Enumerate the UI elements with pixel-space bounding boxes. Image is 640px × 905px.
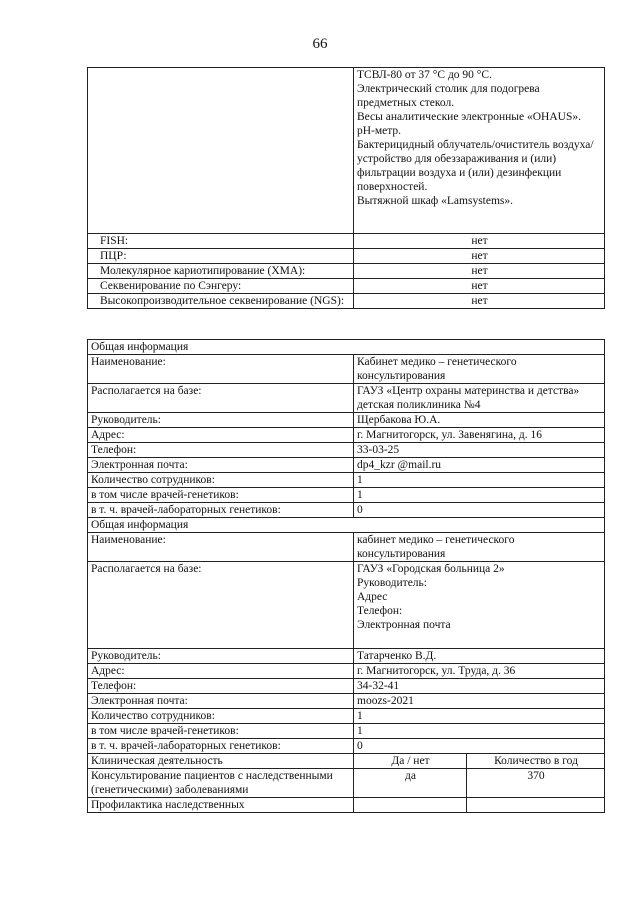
field-value: Щербакова Ю.А. bbox=[354, 413, 605, 428]
field-label: в т. ч. врачей-лабораторных генетиков: bbox=[88, 739, 354, 754]
field-value: 0 bbox=[354, 739, 605, 754]
field-value: 0 bbox=[354, 503, 605, 518]
clinical-header-label: Клиническая деятельность bbox=[88, 754, 354, 769]
method-row bbox=[88, 279, 605, 294]
method-label: FISH: bbox=[88, 234, 354, 249]
field-label: Располагается на базе: bbox=[88, 384, 354, 413]
field-label: Телефон: bbox=[88, 443, 354, 458]
method-value: нет bbox=[354, 279, 605, 294]
clinical-row bbox=[88, 769, 605, 798]
clinical-header-yes-no: Да / нет bbox=[354, 754, 467, 769]
method-label: ПЦР: bbox=[88, 249, 354, 264]
field-value: Кабинет медико – генетического консультирования bbox=[354, 355, 605, 384]
field-label: в т. ч. врачей-лабораторных генетиков: bbox=[88, 503, 354, 518]
clinical-yes-no: да bbox=[354, 769, 467, 798]
field-label: Электронная почта: bbox=[88, 694, 354, 709]
field-label: Наименование: bbox=[88, 355, 354, 384]
method-row bbox=[88, 249, 605, 264]
field-label: Руководитель: bbox=[88, 649, 354, 664]
clinical-count: 370 bbox=[467, 769, 605, 798]
field-value: г. Магнитогорск, ул. Завенягина, д. 16 bbox=[354, 428, 605, 443]
field-value: 1 bbox=[354, 488, 605, 503]
clinical-label: Консультирование пациентов с наследственными (генетическими) заболеваниями bbox=[88, 769, 354, 798]
field-value: Татарченко В.Д. bbox=[354, 649, 605, 664]
method-value: нет bbox=[354, 264, 605, 279]
page-number: 66 bbox=[312, 36, 328, 52]
field-value: dp4_kzr @mail.ru bbox=[354, 458, 605, 473]
field-value: 1 bbox=[354, 724, 605, 739]
field-value: 33-03-25 bbox=[354, 443, 605, 458]
field-value: г. Магнитогорск, ул. Труда, д. 36 bbox=[354, 664, 605, 679]
clinical-header-row bbox=[88, 754, 605, 769]
field-value: 34-32-41 bbox=[354, 679, 605, 694]
clinical-yes-no bbox=[354, 798, 467, 813]
field-label: в том числе врачей-генетиков: bbox=[88, 488, 354, 503]
equipment-row bbox=[88, 68, 605, 234]
equipment-label-cell bbox=[88, 68, 354, 234]
field-value: moozs-2021 bbox=[354, 694, 605, 709]
field-label: в том числе врачей-генетиков: bbox=[88, 724, 354, 739]
field-label: Электронная почта: bbox=[88, 458, 354, 473]
clinical-header-count: Количество в год bbox=[467, 754, 605, 769]
method-value: нет bbox=[354, 249, 605, 264]
organization-info-table bbox=[87, 339, 605, 813]
method-label: Секвенирование по Сэнгеру: bbox=[88, 279, 354, 294]
field-value: кабинет медико – генетического консультирования bbox=[354, 533, 605, 562]
field-label: Адрес: bbox=[88, 428, 354, 443]
method-value: нет bbox=[354, 294, 605, 309]
field-label: Наименование: bbox=[88, 533, 354, 562]
field-value: 1 bbox=[354, 473, 605, 488]
field-label: Телефон: bbox=[88, 679, 354, 694]
clinical-count bbox=[467, 798, 605, 813]
field-label: Количество сотрудников: bbox=[88, 709, 354, 724]
method-label: Высокопроизводительное секвенирование (NGS): bbox=[88, 294, 354, 309]
method-row bbox=[88, 234, 605, 249]
field-value: 1 bbox=[354, 709, 605, 724]
clinical-row bbox=[88, 798, 605, 813]
method-row bbox=[88, 294, 605, 309]
method-row bbox=[88, 264, 605, 279]
clinical-label: Профилактика наследственных bbox=[88, 798, 354, 813]
field-value: ГАУЗ «Городская больница 2» Руководитель: Адрес Телефон: Электронная почта bbox=[354, 562, 605, 649]
method-value: нет bbox=[354, 234, 605, 249]
field-value: ГАУЗ «Центр охраны материнства и детства» детская поликлиника №4 bbox=[354, 384, 605, 413]
section-title: Общая информация bbox=[88, 340, 605, 355]
section-title: Общая информация bbox=[88, 518, 605, 533]
field-label: Количество сотрудников: bbox=[88, 473, 354, 488]
method-label: Молекулярное кариотипирование (ХМА): bbox=[88, 264, 354, 279]
equipment-list-cell: ТСВЛ-80 от 37 °С до 90 °С. Электрический столик для подогрева предметных стекол. Весы аналитические электронные «OHAUS». pH-метр. Бактерицидный облучатель/очиститель воздуха/устройство для обеззараживания и (или) фильтрации воздуха и (или) дезинфекции поверхностей. Вытяжной шкаф «Lamsystems». bbox=[354, 68, 605, 234]
field-label: Адрес: bbox=[88, 664, 354, 679]
equipment-methods-table bbox=[87, 67, 605, 309]
field-label: Руководитель: bbox=[88, 413, 354, 428]
field-label: Располагается на базе: bbox=[88, 562, 354, 649]
